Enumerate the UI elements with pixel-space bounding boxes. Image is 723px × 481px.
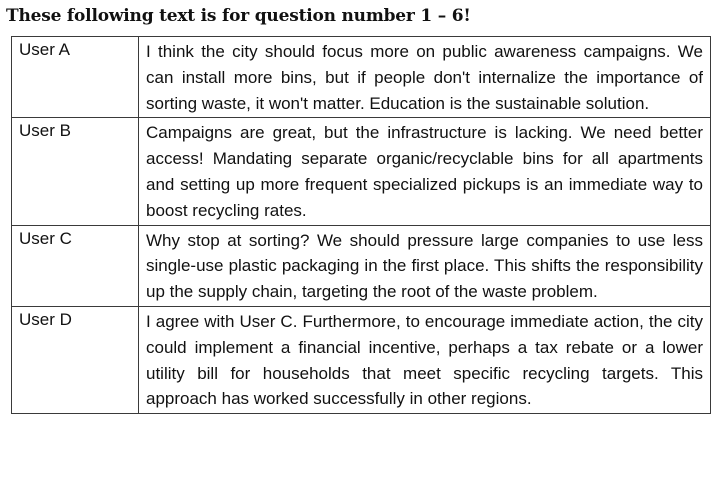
comment-text-cell: Why stop at sorting? We should pressure large companies to use less single-use plastic packaging in the first place. This shifts the responsibility up the supply chain, targeting the root of the waste problem.: [139, 225, 711, 306]
table-row: [12, 225, 711, 306]
table-row: [12, 118, 711, 225]
comment-text-cell: Campaigns are great, but the infrastructure is lacking. We need better access! Mandating separate organic/recyclable bins for all apartments and setting up more frequent specialized pickups is an immediate way to boost recycling rates.: [139, 118, 711, 225]
page-heading: These following text is for question number 1 – 6!: [6, 6, 471, 26]
comment-text-cell: I agree with User C. Furthermore, to encourage immediate action, the city could implement a financial incentive, perhaps a tax rebate or a lower utility bill for households that meet specific recycling targets. This approach has worked successfully in other regions.: [139, 306, 711, 413]
table-row: [12, 306, 711, 413]
comments-table: [11, 36, 711, 414]
user-name-cell: User A: [12, 37, 139, 118]
comment-text-cell: I think the city should focus more on public awareness campaigns. We can install more bins, but if people don't internalize the importance of sorting waste, it won't matter. Education is the sustainable solution.: [139, 37, 711, 118]
user-name-cell: User C: [12, 225, 139, 306]
user-name-cell: User B: [12, 118, 139, 225]
table-row: [12, 37, 711, 118]
user-name-cell: User D: [12, 306, 139, 413]
